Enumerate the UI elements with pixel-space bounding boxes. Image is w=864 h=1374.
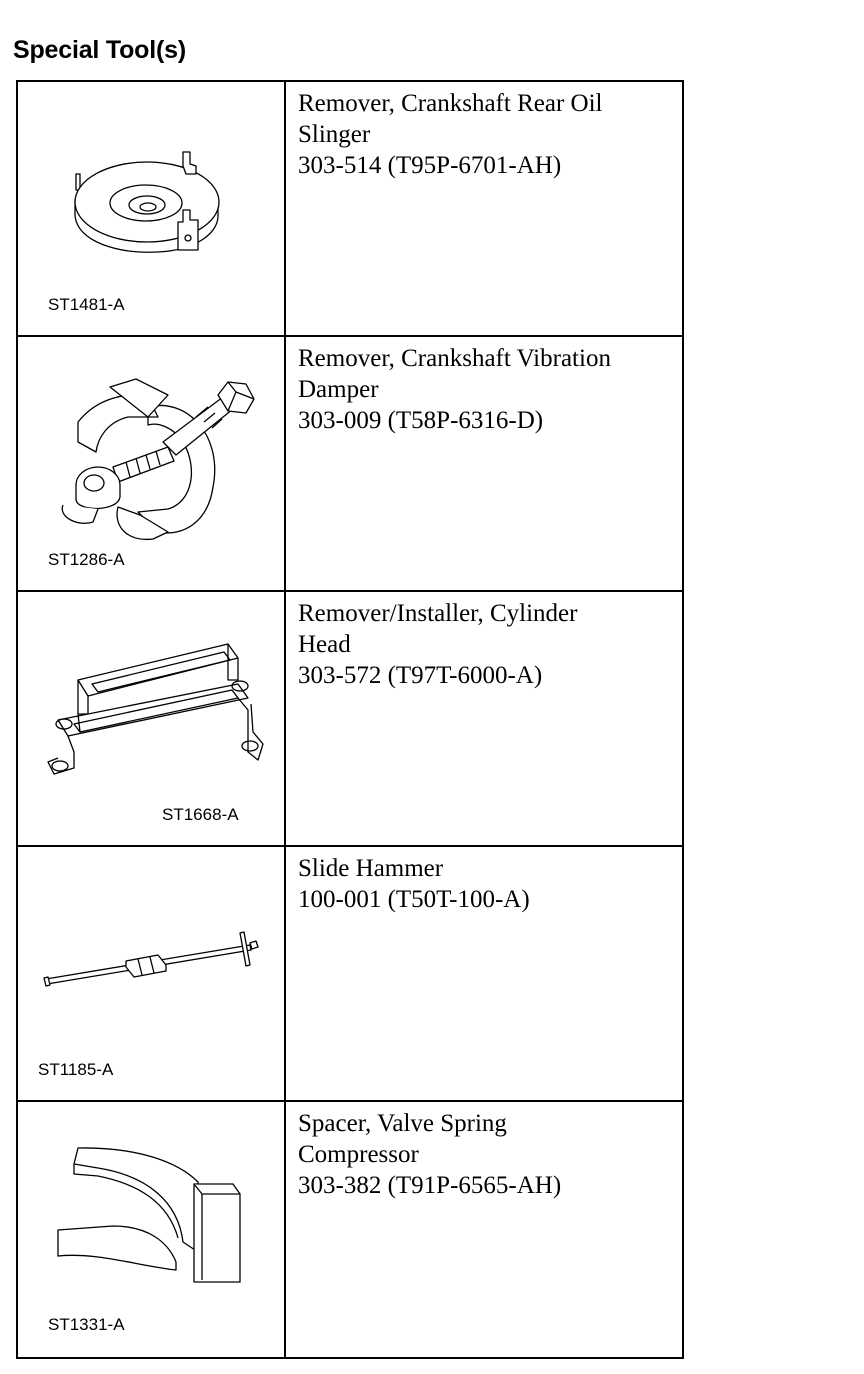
tool-image-cell xyxy=(18,337,286,590)
tool-name-line: Slinger xyxy=(298,121,371,148)
tool-code: ST1668-A xyxy=(162,805,239,824)
tool-description xyxy=(298,343,673,436)
tool-name-line: Slide Hammer xyxy=(298,855,444,882)
tool-name-line: Damper xyxy=(298,376,379,403)
tool-row xyxy=(18,337,682,592)
tool-description xyxy=(298,853,673,915)
tool-row xyxy=(18,82,682,337)
page-title: Special Tool(s) xyxy=(13,36,186,64)
tool-image-cell xyxy=(18,847,286,1100)
tool-name-line: Compressor xyxy=(298,1141,419,1168)
tool-description xyxy=(298,88,673,181)
special-tools-table xyxy=(16,80,684,1359)
tool-image-cell xyxy=(18,82,286,335)
tool-part-number: 100-001 (T50T-100-A) xyxy=(298,886,530,913)
tool-image-cell xyxy=(18,592,286,845)
tool-description xyxy=(298,598,673,691)
tool-code: ST1331-A xyxy=(48,1315,125,1334)
cylinder-head-bracket-icon xyxy=(18,592,284,845)
tool-name-line: Remover/Installer, Cylinder xyxy=(298,600,578,627)
tool-name-line: Remover, Crankshaft Vibration xyxy=(298,345,611,372)
tool-name-line: Spacer, Valve Spring xyxy=(298,1110,507,1137)
tool-name-line: Remover, Crankshaft Rear Oil xyxy=(298,90,603,117)
tool-part-number: 303-009 (T58P-6316-D) xyxy=(298,407,544,434)
tool-part-number: 303-514 (T95P-6701-AH) xyxy=(298,152,562,179)
tool-row xyxy=(18,1102,682,1357)
tool-description xyxy=(298,1108,673,1201)
tool-code: ST1481-A xyxy=(48,295,125,314)
tool-part-number: 303-382 (T91P-6565-AH) xyxy=(298,1172,562,1199)
tool-part-number: 303-572 (T97T-6000-A) xyxy=(298,662,543,689)
tool-image-cell xyxy=(18,1102,286,1357)
tool-row xyxy=(18,592,682,847)
tool-code: ST1286-A xyxy=(48,550,125,569)
tool-code: ST1185-A xyxy=(38,1060,114,1079)
tool-row xyxy=(18,847,682,1102)
tool-name-line: Head xyxy=(298,631,351,658)
